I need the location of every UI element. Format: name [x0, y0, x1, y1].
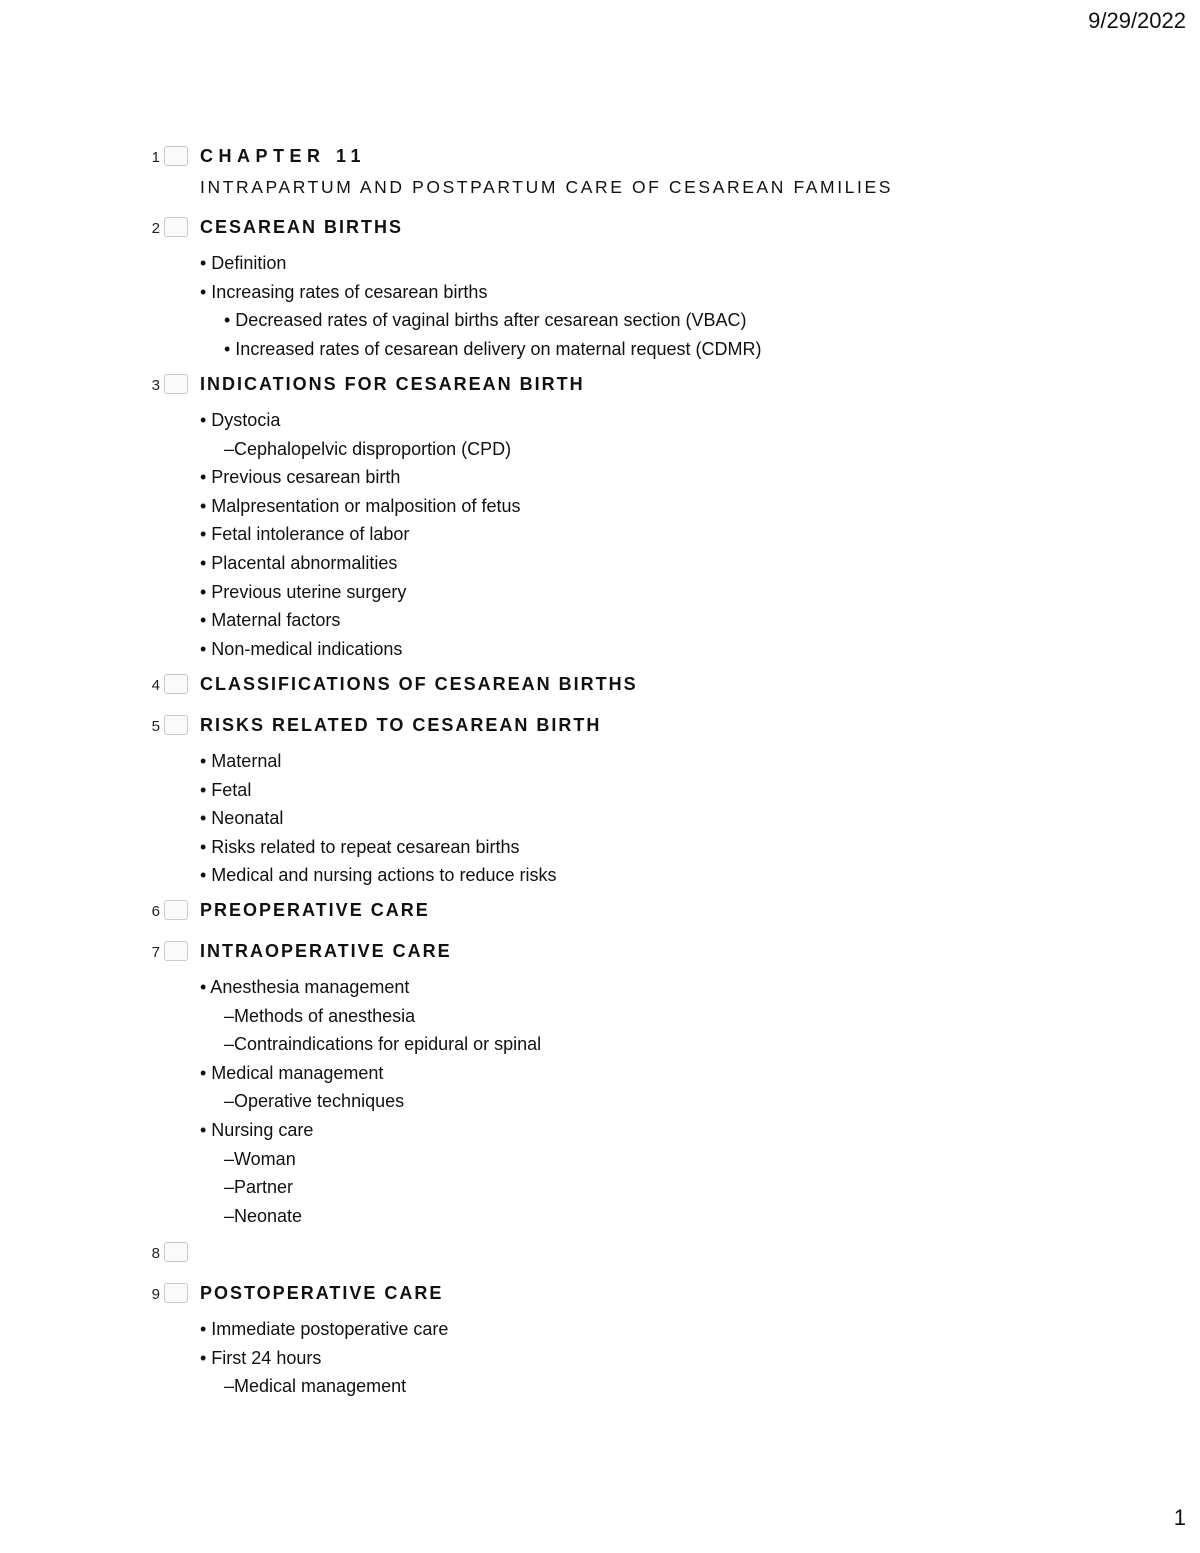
- bullet-item: • Fetal: [200, 779, 252, 800]
- bullet-item: • Dystocia: [200, 410, 281, 430]
- slide-number: 4: [151, 677, 160, 694]
- slide-title: POSTOPERATIVE CARE: [200, 1283, 444, 1303]
- bullet-item: –Partner: [224, 1177, 294, 1198]
- slide-number: 3: [151, 377, 160, 394]
- bullet-item: • Medical management: [200, 1062, 384, 1083]
- bullet-item: –Methods of anesthesia: [224, 1005, 416, 1026]
- bullet-item: • Previous cesarean birth: [200, 467, 401, 488]
- bullet-item: –Medical management: [224, 1376, 407, 1397]
- bullet-item: • Risks related to repeat cesarean births: [200, 836, 520, 857]
- slide-thumbnail[interactable]: [164, 1283, 188, 1303]
- slide-thumbnail[interactable]: [164, 900, 188, 920]
- slide-title: CESAREAN BIRTHS: [200, 217, 404, 237]
- slide-subtitle: INTRAPARTUM AND POSTPARTUM CARE OF CESAREAN FAMILIES: [200, 177, 894, 197]
- slide-number: 9: [151, 1286, 160, 1303]
- bullet-item: • Nursing care: [200, 1119, 314, 1140]
- slide-thumbnail[interactable]: [164, 217, 188, 237]
- bullet-item: • Placental abnormalities: [200, 552, 398, 573]
- bullet-item: • First 24 hours: [200, 1347, 322, 1368]
- slide-number: 1: [151, 149, 160, 166]
- bullet-item: • Increased rates of cesarean delivery on maternal request (CDMR): [224, 338, 762, 359]
- bullet-list: [200, 249, 762, 363]
- bullet-item: • Anesthesia management: [200, 977, 410, 997]
- slide-title: PREOPERATIVE CARE: [200, 900, 430, 920]
- bullet-item: • Malpresentation or malposition of fetus: [200, 495, 521, 516]
- bullet-item: • Previous uterine surgery: [200, 581, 407, 602]
- slide-number: 8: [151, 1245, 160, 1262]
- slide-title: CLASSIFICATIONS OF CESAREAN BIRTHS: [200, 674, 638, 694]
- bullet-item: • Fetal intolerance of labor: [200, 524, 410, 545]
- slide-number: 2: [151, 220, 160, 237]
- bullet-item: • Maternal: [200, 751, 282, 771]
- bullet-item: • Medical and nursing actions to reduce risks: [200, 865, 557, 886]
- bullet-list: [200, 406, 520, 663]
- slide-thumbnail[interactable]: [164, 674, 188, 694]
- bullet-list: [200, 973, 541, 1230]
- bullet-item: • Immediate postoperative care: [200, 1319, 449, 1339]
- bullet-item: • Maternal factors: [200, 610, 341, 631]
- slide-title: INTRAOPERATIVE CARE: [200, 941, 452, 961]
- bullet-list: [200, 1315, 448, 1401]
- slide-thumbnail[interactable]: [164, 941, 188, 961]
- bullet-item: –Neonate: [224, 1205, 303, 1226]
- slide-number: 6: [151, 903, 160, 920]
- bullet-item: –Contraindications for epidural or spinal: [224, 1034, 542, 1055]
- bullet-item: –Woman: [224, 1148, 296, 1169]
- slide-thumbnail[interactable]: [164, 715, 188, 735]
- bullet-list: [200, 747, 556, 890]
- slide-number: 7: [151, 944, 160, 961]
- slide-thumbnail[interactable]: [164, 374, 188, 394]
- bullet-item: –Operative techniques: [224, 1091, 405, 1112]
- bullet-item: • Non-medical indications: [200, 638, 403, 659]
- page-number: 1: [1173, 1505, 1186, 1530]
- bullet-item: • Increasing rates of cesarean births: [200, 281, 488, 302]
- slide-thumbnail[interactable]: [164, 1242, 188, 1262]
- bullet-item: • Decreased rates of vaginal births after cesarean section (VBAC): [224, 310, 747, 331]
- bullet-item: • Neonatal: [200, 808, 284, 829]
- slide-number: 5: [151, 718, 160, 735]
- slide-thumbnail[interactable]: [164, 146, 188, 166]
- bullet-item: –Cephalopelvic disproportion (CPD): [224, 438, 512, 459]
- slide-title: RISKS RELATED TO CESAREAN BIRTH: [200, 715, 602, 735]
- slide-title: CHAPTER 11: [200, 146, 367, 166]
- bullet-item: • Definition: [200, 253, 287, 273]
- header-date: 9/29/2022: [1088, 8, 1186, 33]
- slide-title: INDICATIONS FOR CESAREAN BIRTH: [200, 374, 585, 394]
